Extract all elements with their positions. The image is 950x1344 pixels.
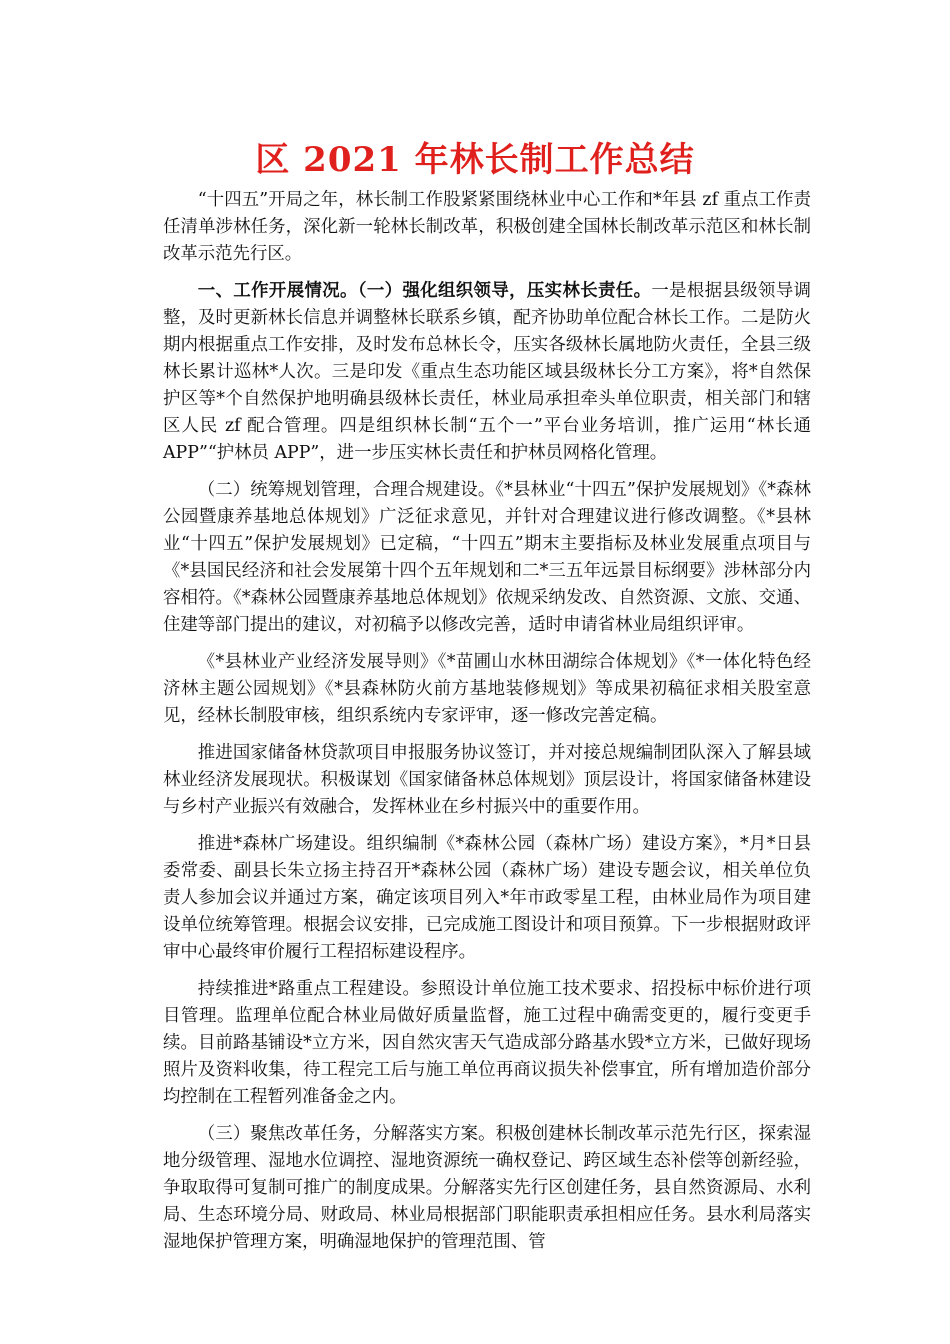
section-1-heading: 一、工作开展情况。（一）强化组织领导，压实林长责任。 [197, 281, 652, 301]
paragraph-drafts: 《*县林业产业经济发展导则》《*苗圃山水林田湖综合体规划》《*一体化特色经济林主题公园规划》《*县森林防火前方基地装修规划》等成果初稿征求相关股室意见，经林长制股审核，组织系统内专家评审，逐一修改完善定稿。 [163, 652, 811, 726]
intro-paragraph: “十四五”开局之年，林长制工作股紧紧围绕林业中心工作和*年县 zf 重点工作责任清单涉林任务，深化新一轮林长制改革，积极创建全国林长制改革示范区和林长制改革示范先行区。 [163, 190, 811, 264]
paragraph-reform-tasks: （三）聚焦改革任务，分解落实方案。积极创建林长制改革示范先行区，探索湿地分级管理、湿地水位调控、湿地资源统一确权登记、跨区域生态补偿等创新经验，争取取得可复制可推广的制度成果。分解落实先行区创建任务，县自然资源局、水利局、生态环境分局、财政局、林业局根据部门职能职责承担相应任务。县水利局落实湿地保护管理方案，明确湿地保护的管理范围、管 [163, 1124, 811, 1252]
paragraph-forest-square: 推进*森林广场建设。组织编制《*森林公园（森林广场）建设方案》，*月*日县委常委、副县长朱立扬主持召开*森林公园（森林广场）建设专题会议，相关单位负责人参加会议并通过方案，确定该项目列入*年市政零星工程，由林业局作为项目建设单位统筹管理。根据会议安排，已完成施工图设计和项目预算。下一步根据财政评审中心最终审价履行工程招标建设程序。 [163, 834, 811, 962]
section-1-body: 一是根据县级领导调整，及时更新林长信息并调整林长联系乡镇，配齐协助单位配合林长工作。二是防火期内根据重点工作安排，及时发布总林长令，压实各级林长属地防火责任，全县三级林长累计巡林*人次。三是印发《重点生态功能区域县级林长分工方案》，将*自然保护区等*个自然保护地明确县级林长责任，林业局承担牵头单位职责，相关部门和辖区人民 zf 配合管理。四是组织林长制“五个一”平台业务培训，推广运用“林长通 APP”“护林员 APP”，进一步压实林长责任和护林员网格化管理。 [163, 281, 811, 463]
paragraph-planning: （二）统筹规划管理，合理合规建设。《*县林业“十四五”保护发展规划》《*森林公园暨康养基地总体规划》广泛征求意见，并针对合理建议进行修改调整。《*县林业“十四五”保护发展规划》已定稿，“十四五”期末主要指标及林业发展重点项目与《*县国民经济和社会发展第十四个五年规划和二*三五年远景目标纲要》涉林部分内容相符。《*森林公园暨康养基地总体规划》依规采纳发改、自然资源、文旅、交通、住建等部门提出的建议，对初稿予以修改完善，适时申请省林业局组织评审。 [163, 480, 811, 635]
paragraph-road-project: 持续推进*路重点工程建设。参照设计单位施工技术要求、招投标中标价进行项目管理。监理单位配合林业局做好质量监督，施工过程中确需变更的，履行变更手续。目前路基铺设*立方米，因自然灾害天气造成部分路基水毁*立方米，已做好现场照片及资料收集，待工程完工后与施工单位再商议损失补偿事宜，所有增加造价部分均控制在工程暂列准备金之内。 [163, 979, 811, 1107]
document-body [163, 187, 811, 1266]
section-1-paragraph [163, 278, 811, 467]
document-title: 区 2021 年林长制工作总结 [255, 140, 695, 180]
paragraph-reserve-forest: 推进国家储备林贷款项目申报服务协议签订，并对接总规编制团队深入了解县域林业经济发展现状。积极谋划《国家储备林总体规划》顶层设计，将国家储备林建设与乡村产业振兴有效融合，发挥林业在乡村振兴中的重要作用。 [163, 743, 811, 817]
